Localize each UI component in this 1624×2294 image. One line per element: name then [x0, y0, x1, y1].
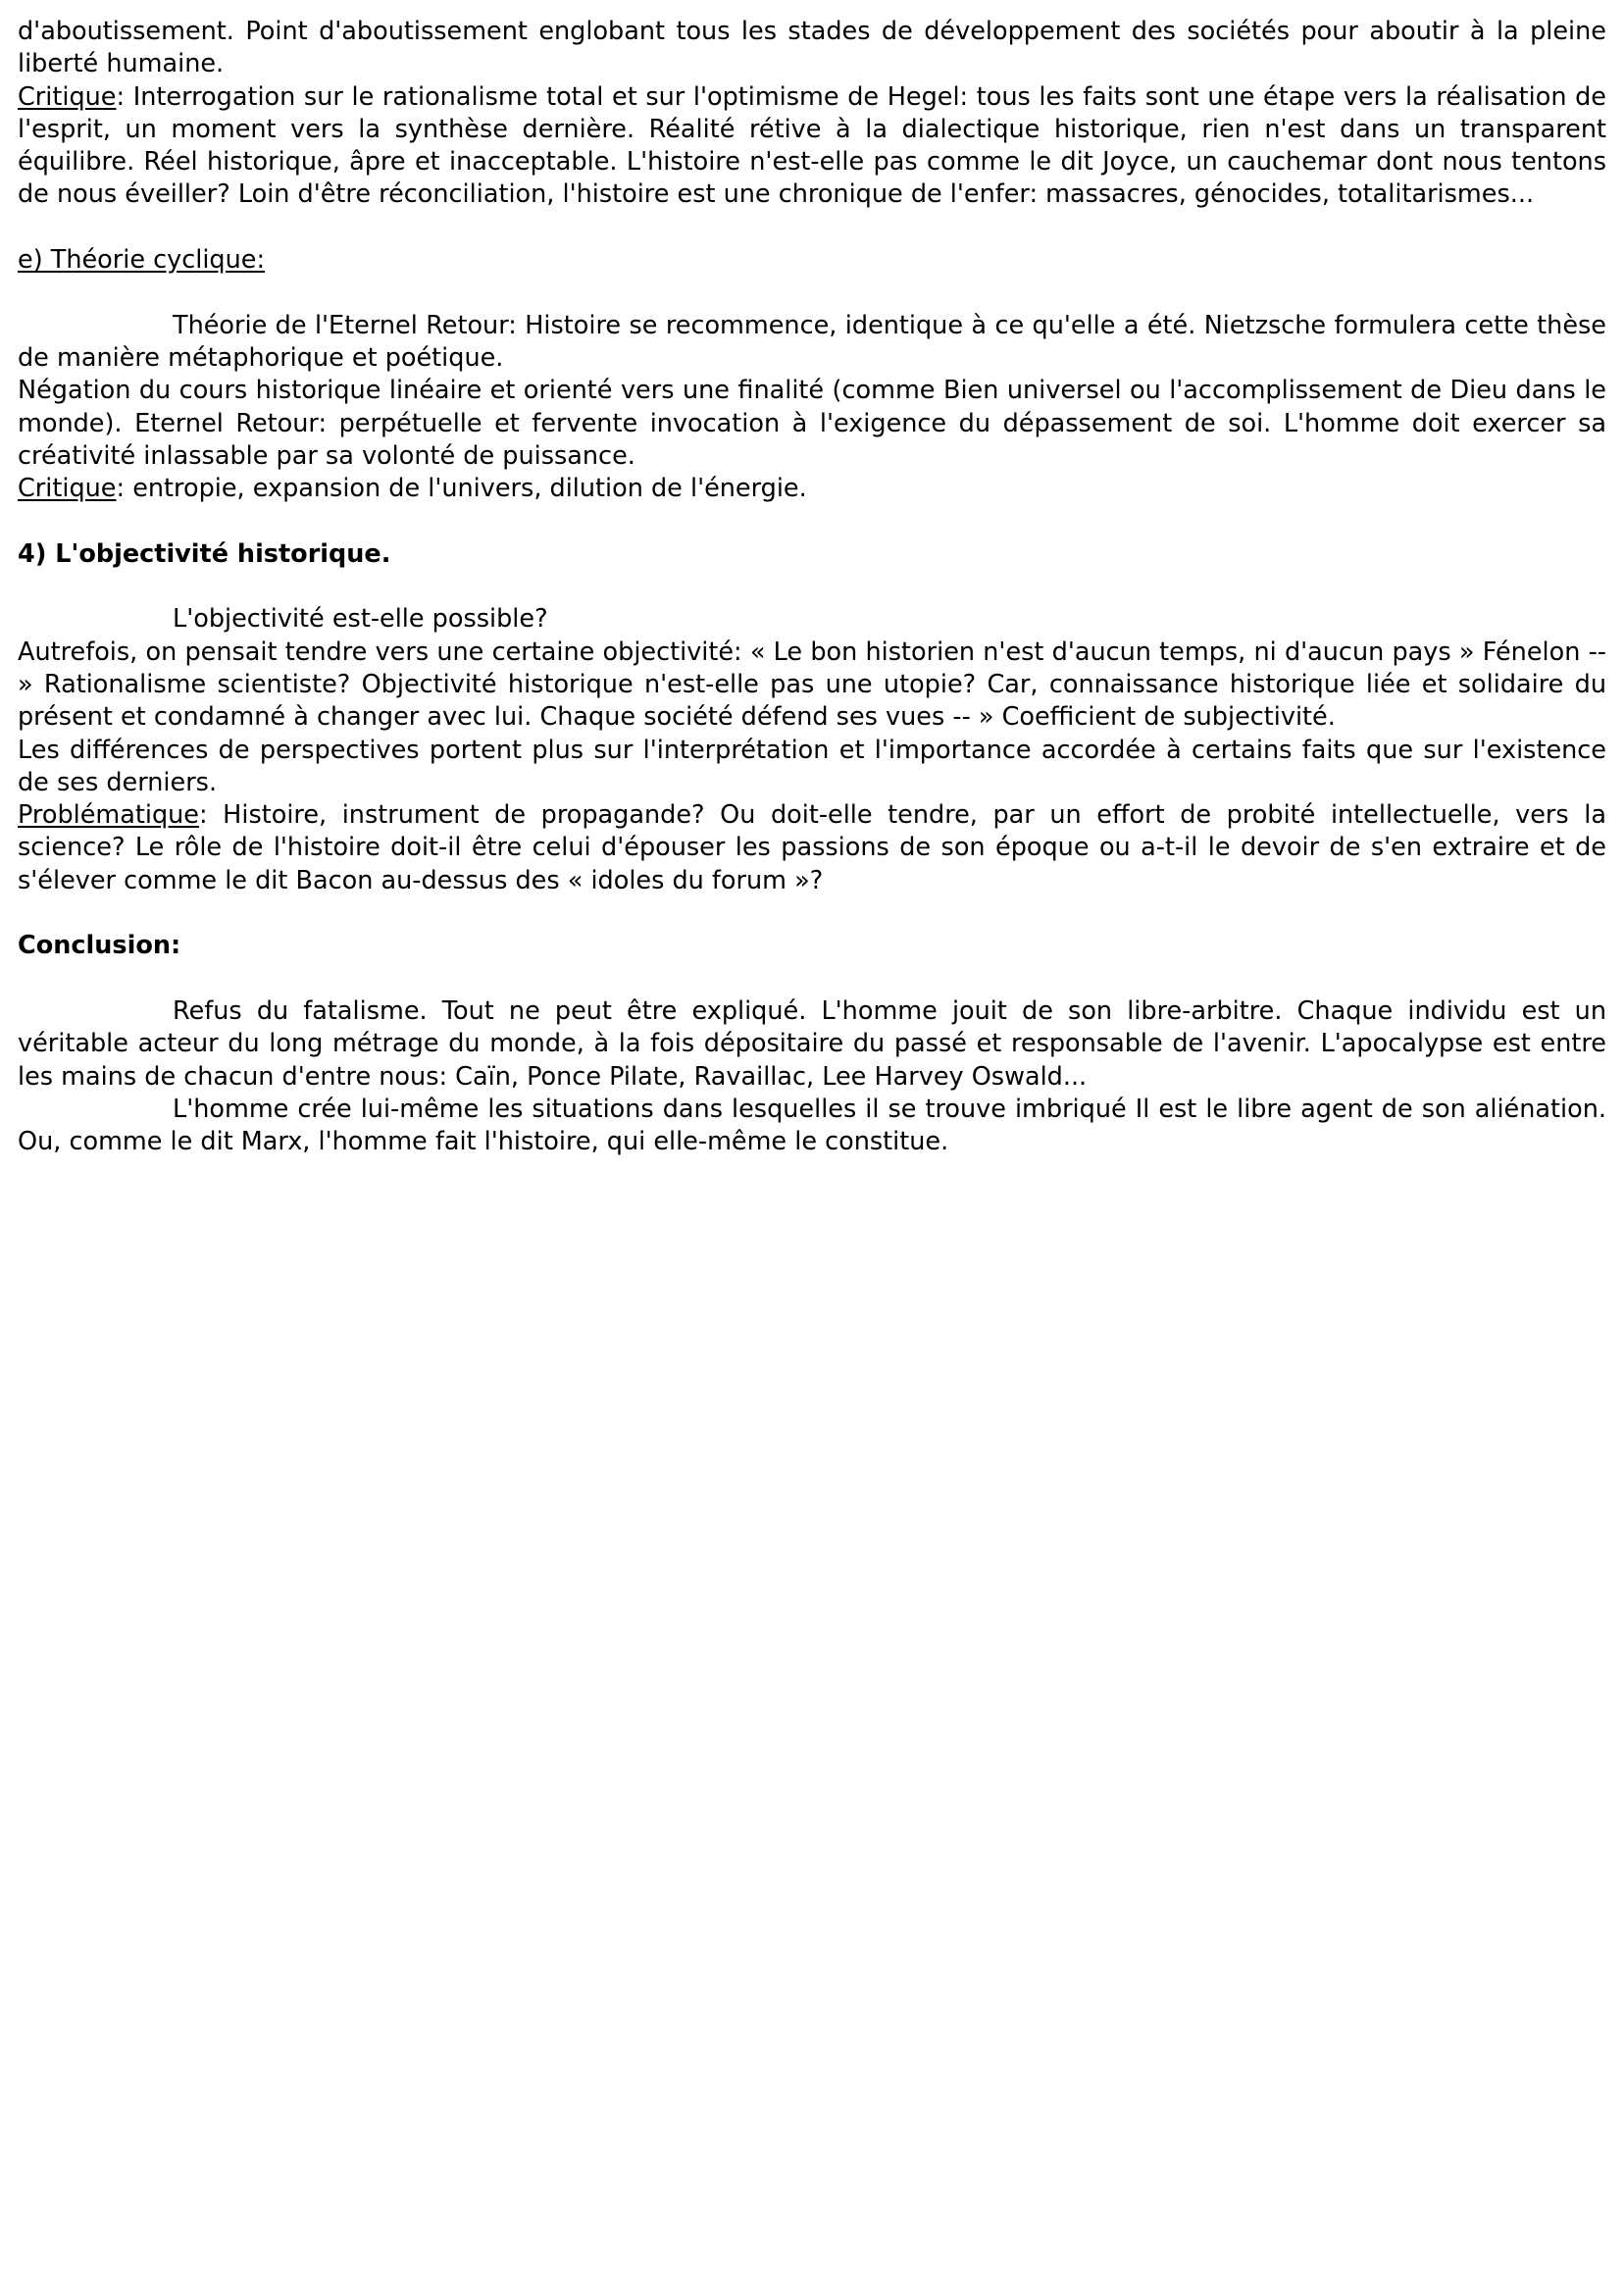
- critique-label: Critique: [18, 81, 117, 112]
- problematique-label: Problématique: [18, 800, 199, 831]
- paragraph-differences: Les différences de perspectives portent plus sur l'interprétation et l'importance accordée à certains faits que sur l'existence de ses derniers.: [18, 735, 1606, 797]
- conclusion-heading: Conclusion:: [18, 931, 181, 961]
- spacer: [18, 277, 1606, 309]
- paragraph-problematique: [18, 799, 1606, 897]
- spacer: [18, 897, 1606, 930]
- spacer: [18, 505, 1606, 537]
- paragraph-question: L'objectivité est-elle possible?: [173, 604, 548, 635]
- section-heading-cyclique-text: e) Théorie cyclique:: [18, 245, 266, 276]
- paragraph-negation: Négation du cours historique linéaire et orienté vers une finalité (comme Bien universel ou l'accomplissement de Dieu dans le monde). Eternel Retour: perpétuelle et fervente invocation à l'exigence du dépassement de soi. L'homme doit exercer sa créativité inlassable par sa volonté de puissance.: [18, 376, 1606, 471]
- section-heading-cyclique: [18, 244, 1606, 277]
- spacer: [18, 212, 1606, 244]
- problematique-text: : Histoire, instrument de propagande? Ou doit-elle tendre, par un effort de probité intellectuelle, vers la science? Le rôle de l'histoire doit-il être celui d'épouser les passions de son époque ou a-t-il le devoir de s'en extraire et de s'élever comme le dit Bacon au-dessus des « idoles du forum »?: [18, 800, 1606, 895]
- critique-label: Critique: [18, 474, 117, 504]
- paragraph-marx: L'homme crée lui-même les situations dans lesquelles il se trouve imbriqué Il est le libre agent de son aliénation. Ou, comme le dit Marx, l'homme fait l'histoire, qui elle-même le constitue.: [18, 1094, 1606, 1157]
- paragraph-critique-hegel: [18, 81, 1606, 212]
- section-heading-objectivite: 4) L'objectivité historique.: [18, 538, 391, 569]
- paragraph-autrefois: Autrefois, on pensait tendre vers une certaine objectivité: « Le bon historien n'est d'aucun temps, ni d'aucun pays » Fénelon -- » Rationalisme scientiste? Objectivité historique n'est-elle pas une utopie? Car, connaissance historique liée et solidaire du présent et condamné à changer avec lui. Chaque société défend ses vues -- » Coefficient de subjectivité.: [18, 637, 1606, 733]
- paragraph-critique-cyclique: [18, 473, 1606, 505]
- critique-text: : Interrogation sur le rationalisme total et sur l'optimisme de Hegel: tous les faits sont une étape vers la réalisation de l'esprit, un moment vers la synthèse dernière. Réalité rétive à la dialectique historique, rien n'est dans un transparent équilibre. Réel historique, âpre et inacceptable. L'histoire n'est-elle pas comme le dit Joyce, un cauchemar dont nous tentons de nous éveiller? Loin d'être réconciliation, l'histoire est une chronique de l'enfer: massacres, génocides, totalitarismes...: [18, 81, 1606, 210]
- critique-text: : entropie, expansion de l'univers, dilution de l'énergie.: [116, 474, 807, 504]
- spacer: [18, 571, 1606, 603]
- spacer: [18, 963, 1606, 995]
- paragraph-eternel-retour: Théorie de l'Eternel Retour: Histoire se recommence, identique à ce qu'elle a été. Nietzsche formulera cette thèse de manière métaphorique et poétique.: [18, 310, 1606, 373]
- paragraph-fatalisme: Refus du fatalisme. Tout ne peut être expliqué. L'homme jouit de son libre-arbitre. Chaque individu est un véritable acteur du long métrage du monde, à la fois dépositaire du passé et responsable de l'avenir. L'apocalypse est entre les mains de chacun d'entre nous: Caïn, Ponce Pilate, Ravaillac, Lee Harvey Oswald...: [18, 995, 1606, 1092]
- document-page: [18, 16, 1606, 1158]
- paragraph-hegel-end: d'aboutissement. Point d'aboutissement englobant tous les stades de développement des sociétés pour aboutir à la pleine liberté humaine.: [18, 17, 1606, 79]
